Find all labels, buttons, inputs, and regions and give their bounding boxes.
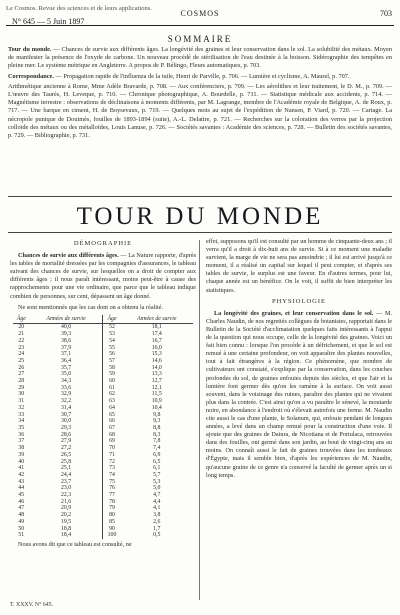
- table-cell: 9,8: [153, 411, 161, 418]
- table-cell: 49: [18, 518, 25, 525]
- table-row: [13, 472, 193, 479]
- page-footer: T. XXXV. N° 645.: [10, 602, 54, 608]
- table-cell: 16,7: [151, 337, 162, 344]
- article-note: Ne sont mentionnés que les cas dont on a obtenu la réalité.: [18, 303, 164, 311]
- table-cell: 78: [103, 499, 121, 506]
- table-cell: 24,4: [60, 471, 72, 478]
- summary-lead: Tour du monde.: [8, 46, 52, 53]
- table-cell: 20: [18, 324, 25, 331]
- table-row: [13, 345, 193, 352]
- article-intro: — La Nature rapporte, d'après les tables de mortalité dressées par les compagnies d'assurances, le tableau suivant des chances de survie, sur lesquelles on a droit de compter aux différents âges ; il nous paraît intéressant, moins peut-être à cause des rapprochements pour une vie ordinaire, que parce que le tableau indique combien de personnes, sur cent, dépassent un âge donné.: [10, 252, 196, 300]
- table-cell: 47: [18, 505, 25, 512]
- table-cell: 18,1: [151, 324, 162, 331]
- table-cell: 30: [18, 391, 25, 398]
- issue-number: N° 645 — 5 Juin 1897: [12, 17, 85, 26]
- table-cell: 23,7: [60, 478, 72, 485]
- table-cell: 35,0: [60, 371, 72, 378]
- table-cell: 44: [18, 485, 25, 492]
- table-cell: 46: [18, 498, 25, 505]
- table-cell: 23: [18, 344, 25, 351]
- table-cell: 3,8: [153, 512, 161, 519]
- table-cell: 26: [18, 364, 25, 371]
- table-cell: 21,6: [60, 498, 72, 505]
- table-cell: 31,4: [60, 404, 72, 411]
- table-cell: 32: [18, 404, 25, 411]
- table-cell: 32,9: [60, 391, 72, 398]
- column-divider: [199, 240, 200, 600]
- table-row: [13, 452, 193, 459]
- article-paragraph: [206, 310, 392, 480]
- table-cell: 1,7: [153, 525, 161, 532]
- table-cell: 85: [103, 519, 121, 526]
- table-cell: 5,0: [153, 485, 161, 492]
- table-cell: 77: [103, 492, 121, 499]
- summary-block: [8, 46, 392, 192]
- table-body: [13, 324, 193, 539]
- page-header: [6, 3, 394, 26]
- table-cell: 27: [18, 371, 25, 378]
- table-cell: 37,9: [60, 344, 72, 351]
- table-row: [13, 418, 193, 425]
- table-cell: 55: [103, 345, 121, 352]
- table-cell: 32,2: [60, 398, 72, 405]
- table-cell: 25: [18, 357, 25, 364]
- article-headline: La longévité des graines, et leur conservation dans le sol.: [214, 309, 374, 317]
- table-row: [13, 425, 193, 432]
- table-cell: 60: [103, 378, 121, 385]
- table-cell: 56: [103, 351, 121, 358]
- table-cell: 13,3: [151, 371, 162, 378]
- survival-table: [13, 315, 193, 539]
- table-cell: 25,1: [60, 465, 72, 472]
- table-cell: 23,0: [60, 485, 72, 492]
- table-cell: 61: [103, 385, 121, 392]
- table-cell: 22,3: [60, 492, 72, 499]
- table-cell: 37: [18, 438, 25, 445]
- table-row: [13, 378, 193, 385]
- summary-text: Arithmétique ancienne à Rome, Mme Adèle Bravarde, p. 708. — Aux conférenciers, p. 709. — Les aérolithes et leur traitement, le D. M., p. 709. — L'œuvre des Taurès, H. Leveque, p. 710. — Chronique photographique, A. Bourdelle, p. 711. — Statistique médicale aux accidents, p. 714. — Magnétisme terrestre : observations de déclinaisons à moments différents, par M. Lagrange, membre de l'Académie royale de Belgique, A. de Roux, p. 717. — Une barque en ciment, H. de Boysevaux, p. 719. — Quelques mots au sujet de l'expédition de Nansen, P. Viard, p. 720. — Cartage. La nécropole punique de Douimès, fouilles de 1893-1894 (suite), A.-L. Delattre, p. 721. — Recherches sur la coloration des verres par la projection colloïde des métaux ou des métalloïdes, Louis Lanuse, p. 726. — Sociétés savantes : Académie des sciences, p. 728. — Bulletin des sociétés savantes, p. 729. — Bibliographie, p. 731.: [8, 82, 392, 140]
- table-header-row: [13, 315, 193, 324]
- table-cell: 4,4: [153, 498, 161, 505]
- table-row: [13, 412, 193, 419]
- header-masthead-line: Le Cosmos. Revue des sciences et de leurs applications.: [6, 5, 152, 12]
- table-cell: 48: [18, 512, 25, 519]
- table-cell: 7,8: [153, 438, 161, 445]
- table-row: [13, 512, 193, 519]
- table-cell: 71: [103, 452, 121, 459]
- table-cell: 30,7: [60, 411, 72, 418]
- table-cell: 72: [103, 459, 121, 466]
- table-cell: 45: [18, 492, 25, 499]
- table-cell: 33: [18, 411, 25, 418]
- table-row: [13, 505, 193, 512]
- summary-title: SOMMAIRE: [167, 34, 233, 44]
- table-cell: 52: [103, 324, 121, 331]
- table-cell: 41: [18, 465, 25, 472]
- table-cell: 34: [18, 418, 25, 425]
- table-row: [13, 338, 193, 345]
- table-cell: 39: [18, 451, 25, 458]
- table-cell: 30,0: [60, 418, 72, 425]
- table-cell: 2,6: [153, 518, 161, 525]
- table-cell: 20,2: [60, 512, 72, 519]
- page-number: 703: [380, 9, 392, 18]
- table-row: [13, 351, 193, 358]
- table-cell: 0,5: [153, 532, 161, 539]
- table-cell: 14,0: [151, 364, 162, 371]
- table-cell: 16,0: [151, 344, 162, 351]
- table-cell: 63: [103, 398, 121, 405]
- table-cell: 29: [18, 384, 25, 391]
- table-cell: 19,5: [60, 518, 72, 525]
- table-cell: 17,4: [151, 331, 162, 338]
- table-cell: 42: [18, 471, 25, 478]
- table-cell: 24: [18, 351, 25, 358]
- table-cell: 37,1: [60, 351, 72, 358]
- table-cell: 25,8: [60, 458, 72, 465]
- section-main-title: TOUR DU MONDE: [76, 203, 324, 230]
- table-cell: 75: [103, 479, 121, 486]
- table-row: [13, 331, 193, 338]
- table-cell: 12,7: [151, 378, 162, 385]
- section-heading: PHYSIOLOGIE: [272, 297, 326, 305]
- table-cell: 9,3: [153, 418, 161, 425]
- table-cell: 18,4: [60, 532, 72, 539]
- right-column: [206, 238, 392, 483]
- table-header-cell: Années de survie: [30, 315, 103, 324]
- table-row: [13, 324, 193, 331]
- table-cell: 27,2: [60, 445, 72, 452]
- table-cell: 10,4: [151, 404, 162, 411]
- divider-rule: [8, 232, 392, 233]
- table-row: [13, 519, 193, 526]
- table-cell: 62: [103, 391, 121, 398]
- table-cell: 4,7: [153, 492, 161, 499]
- table-cell: 59: [103, 371, 121, 378]
- table-cell: 31: [18, 398, 25, 405]
- table-row: [13, 492, 193, 499]
- table-cell: 67: [103, 425, 121, 432]
- table-row: [13, 479, 193, 486]
- table-cell: 5,3: [153, 478, 161, 485]
- table-cell: 6,5: [153, 458, 161, 465]
- table-cell: 8,8: [153, 425, 161, 431]
- table-cell: 11,5: [151, 391, 162, 398]
- table-cell: 51: [18, 532, 25, 539]
- table-cell: 40,0: [60, 324, 72, 331]
- article-headline: Chances de survie aux différents âges.: [18, 252, 119, 260]
- summary-paragraph: [8, 46, 392, 71]
- table-header-cell: Âge: [103, 315, 121, 324]
- table-row: [13, 465, 193, 472]
- table-cell: 20,9: [60, 505, 72, 512]
- table-cell: 65: [103, 412, 121, 419]
- article-closing: Nous avons dit que ce tableau est consulté, ne: [18, 540, 132, 548]
- table-row: [13, 385, 193, 392]
- table-row: [13, 438, 193, 445]
- table-cell: 21: [18, 331, 25, 338]
- table-cell: 66: [103, 418, 121, 425]
- table-cell: 58: [103, 365, 121, 372]
- table-cell: 36,4: [60, 357, 72, 364]
- table-cell: 6,9: [153, 451, 161, 458]
- magazine-name: COSMOS: [180, 9, 220, 18]
- article-continuation: effet, supposons qu'il est consulté par un homme de cinquante-deux ans ; il verra qu'il a droit à dix-huit ans de survie. Si à ce moment une maladie survient, la marge de vie ne sera pas amoindrie ; il lui est arrivé jusqu'à ce moment, il a réalisé un capital sur lequel il peut compter, et d'après ses tables de survie, le surplus est une faveur. En d'autres termes, pour lui, chaque année est un bénéfice. On le voit, il suffit de bien interpréter les statistiques.: [206, 238, 392, 294]
- article-paragraph: [10, 252, 196, 301]
- table-row: [13, 398, 193, 405]
- left-column: [10, 238, 196, 552]
- table-cell: 7,4: [153, 445, 161, 452]
- table-row: [13, 358, 193, 365]
- table-cell: 43: [18, 478, 25, 485]
- table-cell: 4,1: [153, 505, 161, 512]
- table-row: [13, 526, 193, 533]
- table-row: [13, 371, 193, 378]
- table-row: [13, 485, 193, 492]
- table-cell: 76: [103, 485, 121, 492]
- table-cell: 38,6: [60, 337, 72, 344]
- table-cell: 35: [18, 425, 25, 431]
- table-row: [13, 365, 193, 372]
- table-cell: 12,1: [151, 384, 162, 391]
- table-cell: 36: [18, 431, 25, 438]
- table-cell: 14,6: [151, 357, 162, 364]
- table-cell: 100: [103, 532, 121, 539]
- table-cell: 74: [103, 472, 121, 479]
- table-cell: 70: [103, 445, 121, 452]
- table-cell: 34,3: [60, 378, 72, 385]
- table-cell: 40: [18, 458, 25, 465]
- table-cell: 28,6: [60, 431, 72, 438]
- summary-paragraph: [8, 83, 392, 140]
- table-cell: 22: [18, 337, 25, 344]
- table-row: [13, 532, 193, 539]
- table-cell: 6,1: [153, 465, 161, 472]
- table-cell: 28: [18, 378, 25, 385]
- summary-text: — Propagation rapide de l'influenza de la tuile, Henri de Parville, p. 706. — Lumière et cyclisme, A. Maurel, p. 707.: [55, 72, 350, 80]
- table-cell: 33,6: [60, 384, 72, 391]
- table-cell: 73: [103, 465, 121, 472]
- table-cell: 26,5: [60, 451, 72, 458]
- table-cell: 53: [103, 331, 121, 338]
- table-row: [13, 391, 193, 398]
- table-cell: 38: [18, 445, 25, 452]
- table-cell: 79: [103, 505, 121, 512]
- table-cell: 27,9: [60, 438, 72, 445]
- table-cell: 50: [18, 525, 25, 532]
- table-row: [13, 499, 193, 506]
- table-cell: 90: [103, 526, 121, 533]
- table-row: [13, 459, 193, 466]
- table-header-cell: Années de survie: [121, 315, 193, 324]
- table-cell: 54: [103, 338, 121, 345]
- summary-paragraph: [8, 73, 392, 81]
- summary-text: — Chances de survie aux différents âges. La longévité des graines et leur conservation dans le sol. La solubilité des métaux. Moyen de manifester la présence de l'oxyde de carbone. Un nouveau procédé de stérilisation de l'eau destinée à la boisson. Sidérographie des tempêtes en pleine mer. Le système métrique en Angleterre. A propos de P. Bélingo, Fleurs automatiques, p. 703.: [8, 46, 392, 70]
- table-cell: 29,3: [60, 425, 72, 431]
- table-row: [13, 445, 193, 452]
- divider-rule: [8, 196, 392, 197]
- table-cell: 80: [103, 512, 121, 519]
- table-cell: 18,8: [60, 525, 72, 532]
- table-cell: 68: [103, 432, 121, 439]
- summary-lead: Correspondance.: [8, 72, 54, 80]
- table-cell: 39,3: [60, 331, 72, 338]
- article-body: — M. Charles Naudin, de nos regrettés collègues de botanistes, rapportait dans le Bulletin de la Société d'acclimatation quelques faits intéressants à l'appui de la question qui nous occupe, celle de la longévité des graines. Voici un fait bien connu : lorsque l'on procède à un défrichement, et que le sol est remué à une certaine profondeur, on voit apparaître des plantes nouvelles, tout à fait étrangères à la région. Ce phénomène, que nombre de cultivateurs ont constaté, s'explique par la conservation, dans les couches profondes du sol, de graines enfouies depuis des siècles, et que l'air et la lumière font germer dès qu'on les ramène à la surface. On voit aussi souvent, dans le voisinage des ruines, paraître des plantes qui ne vivaient plus dans la contrée. C'est ainsi qu'on a vu paraître le sénevé, la moutarde noire, en abondance à l'endroit où s'élevait autrefois une ferme. M. Naudin cite aussi le cas d'une plante, le Solanum, qui, enfouie pendant de longues années, a levé dans un champ remué pour la construction d'une voie. Il ajoute que des graines de Datura, de Nicotiana et de Portulaca, retrouvées dans des fouilles, ont germé dans son jardin, au bout de vingt-cinq ans au moins. On connaît aussi le fait de graines trouvées dans les tombeaux d'Égypte, mais il semble bien, d'après les expériences de M. Naudin, qu'aucune graine de ce genre n'a conservé la faculté de germer après un si long temps.: [206, 309, 392, 479]
- table-cell: 5,7: [153, 471, 161, 478]
- table-cell: 69: [103, 438, 121, 445]
- table-cell: 35,7: [60, 364, 72, 371]
- table-cell: 15,3: [151, 351, 162, 358]
- table-cell: 57: [103, 358, 121, 365]
- table-cell: 64: [103, 405, 121, 412]
- table-row: [13, 432, 193, 439]
- table-header-cell: Âge: [13, 315, 30, 324]
- table-cell: 10,9: [151, 398, 162, 405]
- table-row: [13, 405, 193, 412]
- section-heading: DÉMOGRAPHIE: [73, 240, 133, 247]
- table-cell: 8,3: [153, 431, 161, 438]
